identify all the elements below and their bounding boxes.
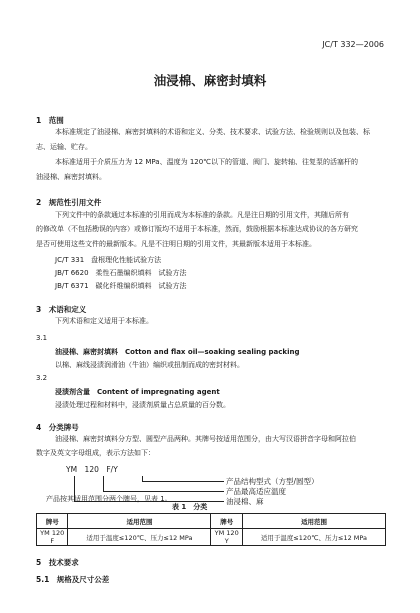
section-2-line-3: 是否可使用这些文件的最新版本。凡是不注明日期的引用文件，其最新版本适用于本标准。: [36, 240, 316, 248]
table-cell: YM 120 Y: [211, 529, 242, 546]
term-title: 油浸棉、麻密封填料 Cotton and flax oil—soaking sealing packing: [55, 348, 300, 356]
section-1-line-1: 本标准规定了油浸棉、麻密封填料的术语和定义、分类、技术要求、试验方法、检验规则以及包装、标: [55, 128, 370, 136]
classification-table: [36, 513, 386, 546]
designation-note: 产品按其适用范围分两个牌号，见表 1。: [46, 495, 172, 503]
table-header-cell: 牌号: [211, 514, 242, 529]
term-definition: 以棉、麻线浸渍润滑油（牛油）编织或扭制而成的密封材料。: [55, 361, 244, 369]
table-row: [37, 529, 386, 546]
table-cell: YM 120 F: [37, 529, 68, 546]
designation-code: YM 120 F/Y: [66, 465, 118, 474]
document-title: 油浸棉、麻密封填料: [153, 73, 267, 88]
reference-item: JB/T 6620 柔性石墨编织填料 试验方法: [55, 269, 187, 277]
designation-label: 产品最高适应温度: [226, 487, 286, 496]
leader-line: [103, 491, 224, 492]
table-header-cell: 牌号: [37, 514, 68, 529]
section-2-line-2: 的修改单（不包括勘误的内容）或修订版均不适用于本标准，然而，鼓励根据本标准达成协议的各方研究: [36, 225, 358, 233]
section-3-line-1: 下列术语和定义适用于本标准。: [55, 317, 153, 325]
designation-label: 油浸棉、麻: [226, 497, 264, 506]
section-1-heading: 1 范围: [36, 116, 64, 125]
leader-line: [103, 476, 104, 491]
subsection-5-1-heading: 5.1 规格及尺寸公差: [36, 575, 110, 584]
leader-line: [142, 481, 224, 482]
section-3-heading: 3 术语和定义: [36, 305, 87, 314]
term-number: 3.1: [36, 334, 48, 342]
term-number: 3.2: [36, 374, 48, 382]
section-1-line-3: 本标准适用于介质压力为 12 MPa、温度为 120℃以下的管道、阀门、旋转轴、往复泵的活塞杆的: [55, 158, 359, 166]
table-cell: 适用于温度≤120℃、压力≤12 MPa: [242, 529, 385, 546]
section-2-line-1: 下列文件中的条款通过本标准的引用而成为本标准的条款。凡是注日期的引用文件，其随后所有: [55, 211, 349, 219]
section-5-heading: 5 技术要求: [36, 558, 79, 567]
table-cell: 适用于温度≤120℃、压力≤12 MPa: [68, 529, 211, 546]
term-definition: 浸渍处理过程和材料中，浸渍剂质量占总质量的百分数。: [55, 401, 230, 409]
section-4-line-2: 数字及英文字母组成，表示方法如下：: [36, 449, 155, 457]
term-title: 浸渍剂含量 Content of impregnating agent: [55, 388, 220, 396]
section-1-line-2: 志、运输、贮存。: [36, 143, 92, 151]
table-header-row: [37, 514, 386, 529]
table-caption: 表 1 分类: [172, 503, 208, 511]
reference-item: JB/T 6371 碳化纤维编织填料 试验方法: [55, 282, 187, 290]
section-4-line-1: 油浸棉、麻密封填料分方型、圆型产品两种。其牌号按适用范围分，由大写汉语拼音字母和阿拉伯: [55, 435, 356, 443]
reference-item: JC/T 331 盘根理化性能试验方法: [55, 256, 162, 264]
section-1-line-4: 油浸棉、麻密封填料。: [36, 173, 106, 181]
designation-label: 产品结构型式（方型/圆型）: [226, 477, 319, 486]
section-4-heading: 4 分类牌号: [36, 423, 79, 432]
section-2-heading: 2 规范性引用文件: [36, 198, 102, 207]
table-header-cell: 适用范围: [242, 514, 385, 529]
table-header-cell: 适用范围: [68, 514, 211, 529]
standard-code: JC/T 332—2006: [322, 40, 384, 49]
